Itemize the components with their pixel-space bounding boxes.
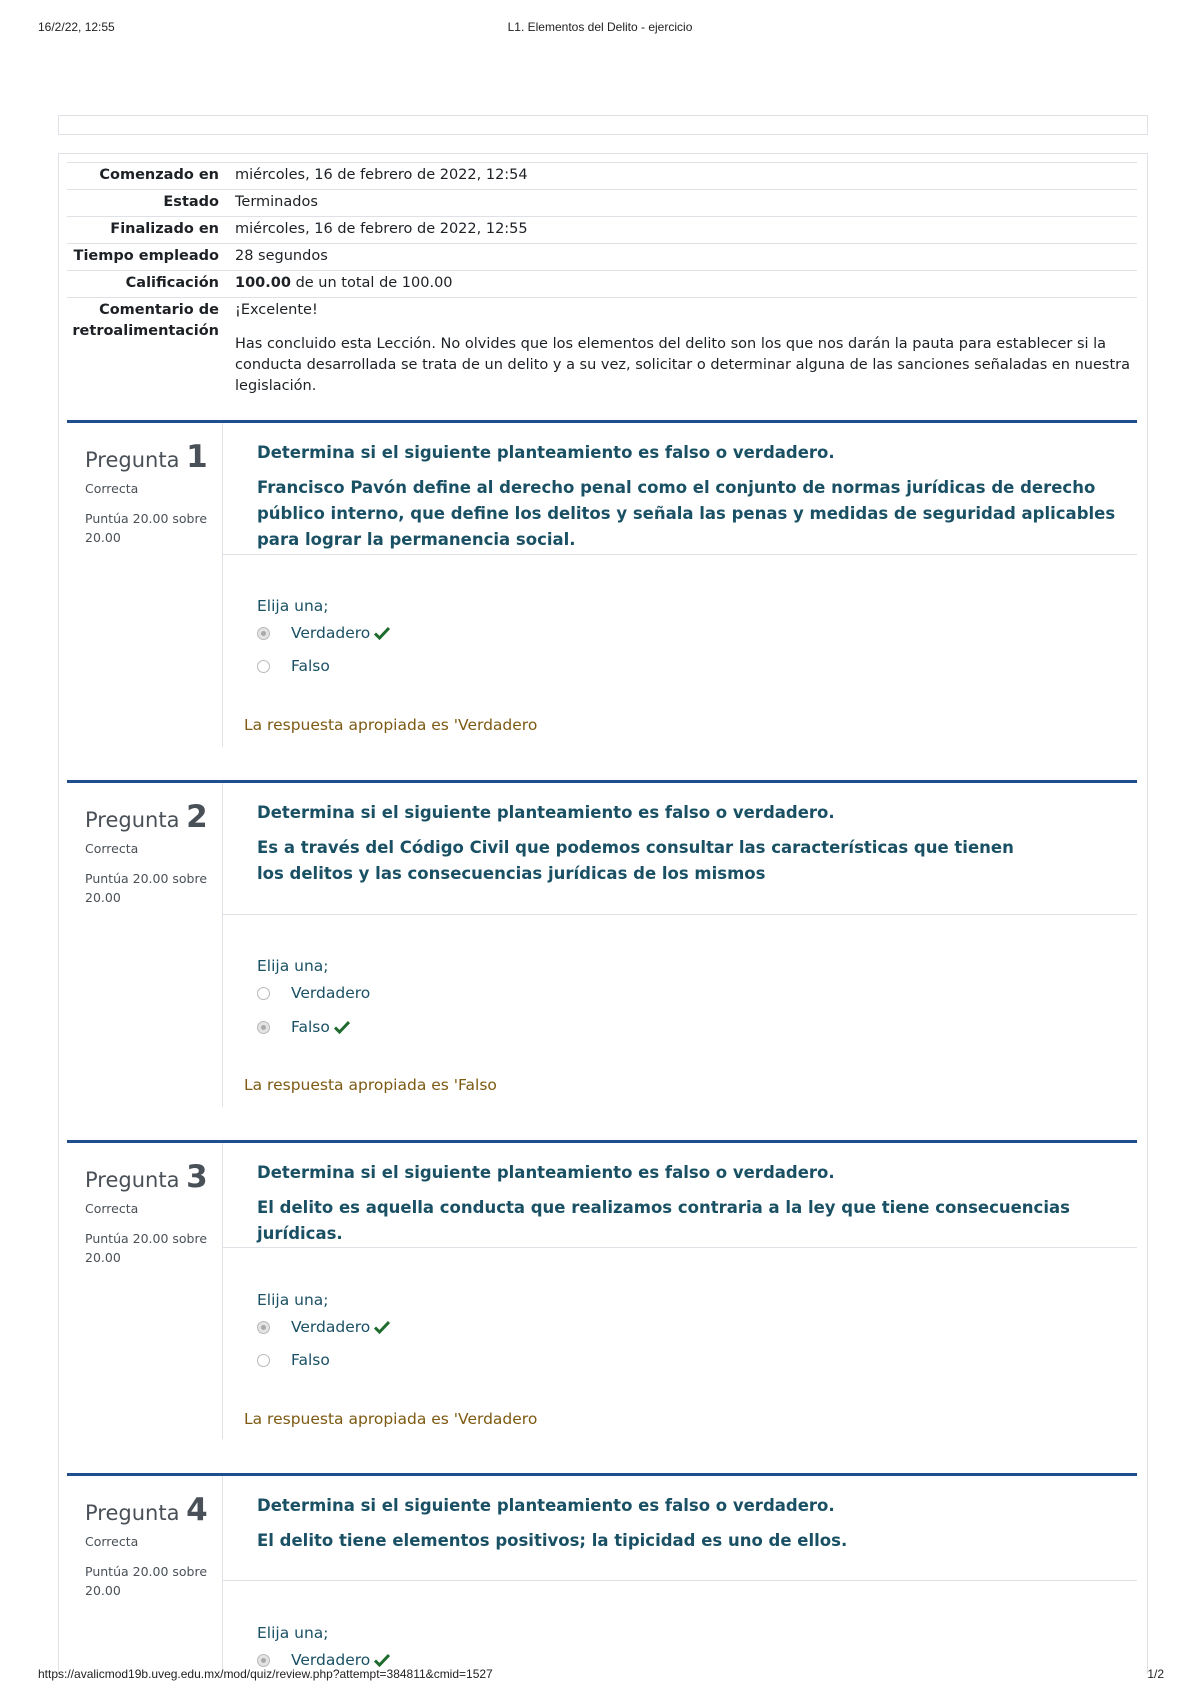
option-label: Verdadero: [291, 984, 371, 1002]
question-number: [85, 1159, 208, 1195]
check-icon: [334, 1020, 350, 1034]
question-1: [67, 420, 1137, 765]
radio-button[interactable]: [257, 660, 270, 673]
summary-row-feedback: [67, 297, 1137, 400]
option-label: Falso: [291, 1351, 330, 1369]
question-number-value: 2: [186, 799, 208, 835]
question-number: [85, 1492, 208, 1528]
grade-score: 100.00: [235, 275, 291, 291]
started-value: miércoles, 16 de febrero de 2022, 12:54: [235, 167, 528, 183]
right-answer: La respuesta apropiada es 'Verdadero: [244, 716, 538, 734]
question-intro: Determina si el siguiente planteamiento es falso o verdadero.: [257, 443, 835, 462]
completed-value: miércoles, 16 de febrero de 2022, 12:55: [235, 221, 528, 237]
print-title: L1. Elementos del Delito - ejercicio: [507, 20, 693, 34]
question-statement: Francisco Pavón define al derecho penal como el conjunto de normas jurídicas de derecho público interno, que define los delitos y señala las penas y medidas de seguridad aplicables para lograr la permanencia social.: [257, 478, 1116, 549]
state-value: Terminados: [235, 194, 318, 210]
option-verdadero[interactable]: [257, 1318, 390, 1336]
time-label: Tiempo empleado: [73, 248, 219, 264]
summary-row-time: [67, 243, 1137, 270]
option-label: Verdadero: [291, 624, 371, 642]
question-text-area: [223, 1476, 1137, 1581]
option-falso[interactable]: [257, 1018, 350, 1036]
radio-button[interactable]: [257, 627, 270, 640]
print-footer: [0, 1667, 1200, 1683]
right-answer: La respuesta apropiada es 'Falso: [244, 1076, 497, 1094]
feedback-value: [235, 300, 1137, 397]
radio-button[interactable]: [257, 1021, 270, 1034]
feedback-text: Has concluido esta Lección. No olvides que los elementos del delito son los que nos darán la pauta para establecer si la conducta desarrollada se trata de un delito y a su vez, solicitar o determinar alguna de las sanciones señaladas en nuestra legislación.: [235, 336, 1130, 394]
option-verdadero[interactable]: [257, 984, 370, 1002]
check-icon: [374, 626, 390, 640]
question-number-value: 1: [186, 439, 208, 475]
answer-prompt: Elija una;: [257, 597, 329, 615]
question-info: [67, 783, 223, 1107]
option-label: Falso: [291, 657, 330, 675]
question-statement: El delito tiene elementos positivos; la tipicidad es uno de ellos.: [257, 1531, 848, 1550]
radio-button[interactable]: [257, 1354, 270, 1367]
question-state: Correcta: [85, 1534, 139, 1549]
question-grade: Puntúa 20.00 sobre 20.00: [85, 871, 208, 905]
question-intro: Determina si el siguiente planteamiento es falso o verdadero.: [257, 1163, 835, 1182]
question-label: Pregunta: [85, 808, 180, 832]
answer-prompt: Elija una;: [257, 957, 329, 975]
started-label: Comenzado en: [99, 167, 219, 183]
question-text-area: [223, 783, 1137, 915]
summary-row-started: [67, 162, 1137, 189]
check-icon: [374, 1653, 390, 1667]
completed-label: Finalizado en: [110, 221, 219, 237]
feedback-title: ¡Excelente!: [235, 302, 318, 318]
radio-button[interactable]: [257, 987, 270, 1000]
question-statement: El delito es aquella conducta que realizamos contraria a la ley que tiene consecuencias jurídicas.: [257, 1198, 1070, 1243]
feedback-label: Comentario de retroalimentación: [72, 302, 219, 339]
print-url: https://avalicmod19b.uveg.edu.mx/mod/quiz/review.php?attempt=384811&cmid=1527: [38, 1667, 493, 1681]
check-icon: [374, 1320, 390, 1334]
print-header: [0, 20, 1200, 36]
summary-row-state: [67, 189, 1137, 216]
question-grade: Puntúa 20.00 sobre 20.00: [85, 1564, 208, 1598]
question-intro: Determina si el siguiente planteamiento es falso o verdadero.: [257, 1496, 835, 1515]
question-3: [67, 1140, 1137, 1457]
question-number-value: 3: [186, 1159, 208, 1195]
question-info: [67, 423, 223, 747]
question-state: Correcta: [85, 481, 139, 496]
question-grade: Puntúa 20.00 sobre 20.00: [85, 1231, 208, 1265]
question-number-value: 4: [186, 1492, 208, 1528]
question-info: [67, 1476, 223, 1674]
question-info: [67, 1143, 223, 1439]
grade-total: de un total de 100.00: [290, 275, 453, 291]
option-falso[interactable]: [257, 657, 330, 675]
summary-row-completed: [67, 216, 1137, 243]
answer-prompt: Elija una;: [257, 1624, 329, 1642]
question-intro: Determina si el siguiente planteamiento es falso o verdadero.: [257, 803, 835, 822]
answer-prompt: Elija una;: [257, 1291, 329, 1309]
question-text-area: [223, 1143, 1137, 1248]
question-statement: Es a través del Código Civil que podemos consultar las características que tienen los delitos y las consecuencias jurídicas de los mismos: [257, 838, 1014, 883]
summary-row-grade: [67, 270, 1137, 297]
question-text-area: [223, 423, 1137, 555]
navigation-placeholder: [58, 115, 1148, 135]
option-label: Falso: [291, 1018, 330, 1036]
radio-button[interactable]: [257, 1654, 270, 1667]
question-state: Correcta: [85, 841, 139, 856]
attempt-summary-table: [67, 162, 1137, 400]
print-date: 16/2/22, 12:55: [38, 20, 115, 34]
right-answer: La respuesta apropiada es 'Verdadero: [244, 1410, 538, 1428]
question-label: Pregunta: [85, 448, 180, 472]
print-page-number: 1/2: [1147, 1667, 1164, 1681]
question-grade: Puntúa 20.00 sobre 20.00: [85, 511, 208, 545]
grade-label: Calificación: [125, 275, 219, 291]
question-4: [67, 1473, 1137, 1674]
time-value: 28 segundos: [235, 248, 328, 264]
question-number: [85, 799, 208, 835]
radio-button[interactable]: [257, 1321, 270, 1334]
question-2: [67, 780, 1137, 1125]
question-number: [85, 439, 208, 475]
question-label: Pregunta: [85, 1501, 180, 1525]
question-state: Correcta: [85, 1201, 139, 1216]
state-label: Estado: [163, 194, 219, 210]
option-falso[interactable]: [257, 1351, 330, 1369]
option-label: Verdadero: [291, 1318, 371, 1336]
quiz-review: [58, 153, 1148, 1674]
question-label: Pregunta: [85, 1168, 180, 1192]
option-verdadero[interactable]: [257, 624, 390, 642]
option-label: Verdadero: [291, 1651, 371, 1669]
grade-value: [235, 273, 1137, 294]
